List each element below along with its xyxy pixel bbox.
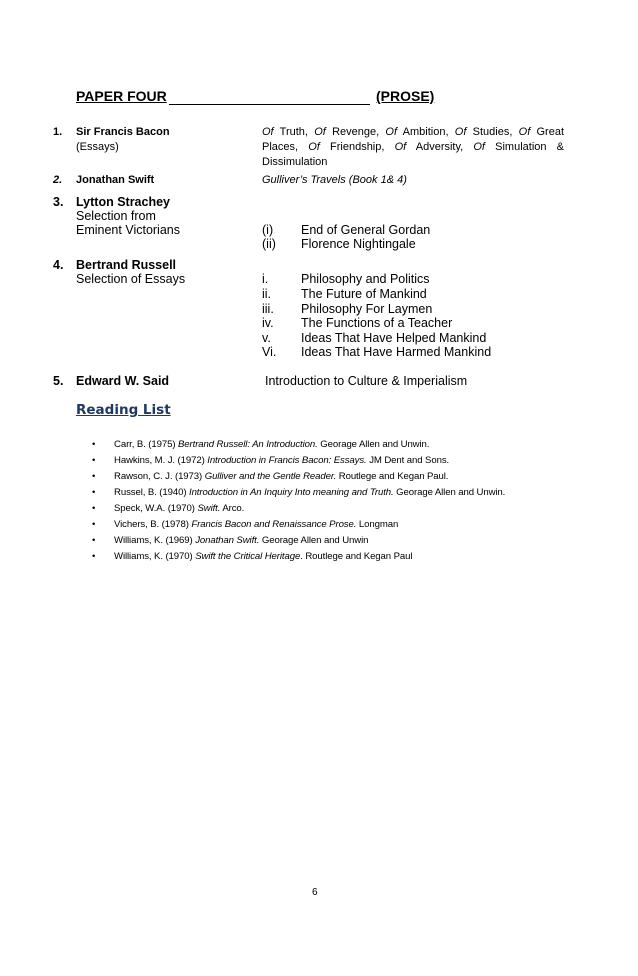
item-works: Introduction to Culture & Imperialism [265, 374, 468, 388]
item-number: 1. [53, 126, 63, 138]
paper-subtitle: (PROSE) [376, 88, 435, 104]
item-author: Bertrand Russell [76, 258, 177, 272]
work-title: The Functions of a Teacher [301, 316, 453, 330]
bullet-icon: • [92, 471, 96, 482]
page-number: 6 [312, 887, 318, 898]
bullet-icon: • [92, 503, 96, 514]
work-title: End of General Gordan [301, 223, 431, 237]
item-author: Jonathan Swift [76, 174, 155, 186]
work-marker: v. [262, 331, 271, 345]
bullet-icon: • [92, 519, 96, 530]
paper-title: PAPER FOUR [76, 88, 167, 104]
work-title: Philosophy For Laymen [301, 302, 433, 316]
work-title: Florence Nightingale [301, 237, 416, 251]
work-marker: iv. [262, 316, 274, 330]
item-works: Gulliver’s Travels (Book 1& 4) [262, 174, 407, 186]
work-marker: iii. [262, 302, 274, 316]
title-underline [169, 104, 370, 105]
work-marker: (ii) [262, 237, 276, 251]
work-title: Ideas That Have Helped Mankind [301, 331, 487, 345]
work-title: The Future of Mankind [301, 287, 427, 301]
work-marker: (i) [262, 223, 274, 237]
bullet-icon: • [92, 487, 96, 498]
item-number: 3. [53, 195, 64, 209]
item-number: 2. [53, 174, 63, 186]
item-works-text: Of Truth, Of Revenge, Of Ambition, Of Studies, Of Great Places, Of Friendship, Of Adversity, Of Simulation & Dissimulation [262, 126, 565, 168]
bullet-icon: • [92, 535, 96, 546]
work-title: Philosophy and Politics [301, 272, 430, 286]
item-number: 4. [53, 258, 64, 272]
item-subtitle: Selection of Essays [76, 272, 186, 286]
item-author: Edward W. Said [76, 374, 170, 388]
bullet-icon: • [92, 551, 96, 562]
work-marker: Vi. [262, 345, 277, 359]
item-subtitle: Eminent Victorians [76, 223, 180, 237]
work-marker: i. [262, 272, 269, 286]
item-number: 5. [53, 374, 64, 388]
work-title: Ideas That Have Harmed Mankind [301, 345, 492, 359]
item-author: Sir Francis Bacon [76, 126, 170, 138]
item-subtitle: Selection from [76, 209, 156, 223]
item-author: Lytton Strachey [76, 195, 171, 209]
reading-list-title: Reading List [76, 402, 171, 418]
bullet-icon: • [92, 455, 96, 466]
work-marker: ii. [262, 287, 272, 301]
item-subtitle: (Essays) [76, 141, 119, 153]
bullet-icon: • [92, 439, 96, 450]
item-works [262, 125, 564, 170]
